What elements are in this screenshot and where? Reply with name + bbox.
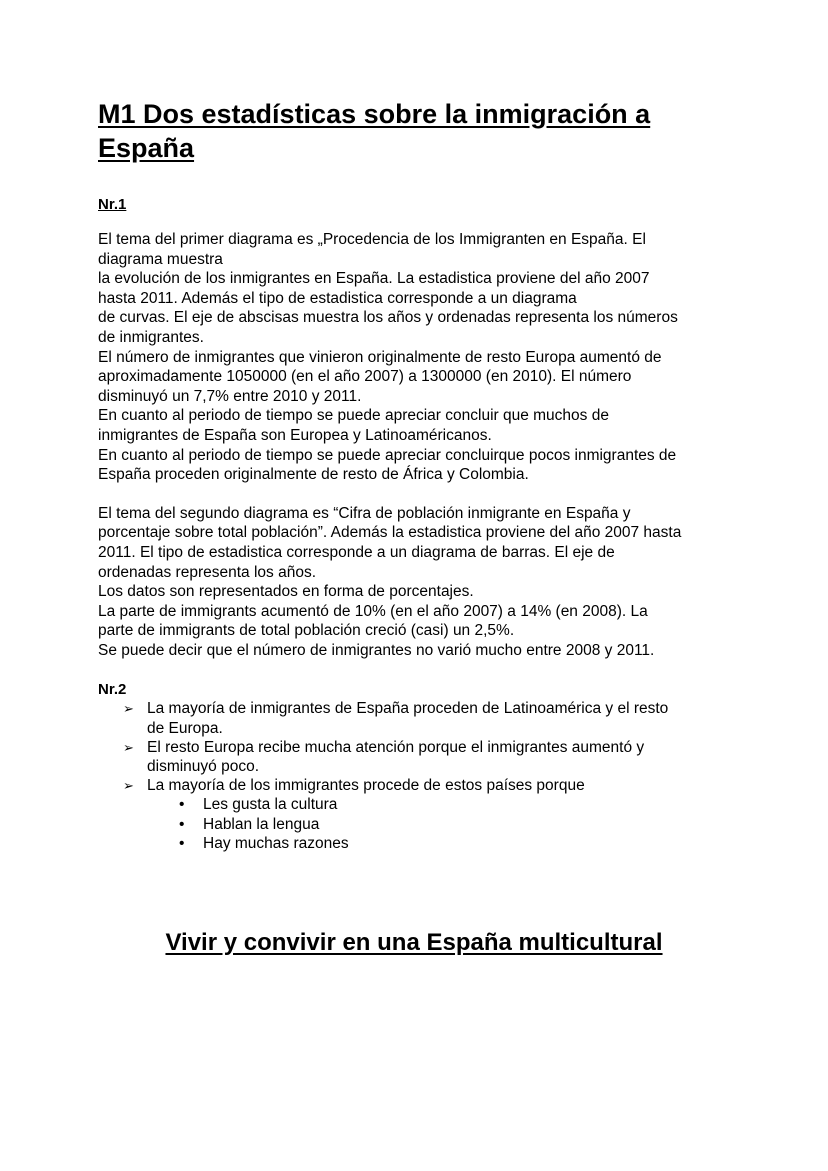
section-heading-multicultural: Vivir y convivir en una España multicultural: [165, 929, 663, 956]
bullet-dot-icon: •: [179, 834, 185, 852]
text-line: El resto Europa recibe mucha atención porque el inmigrantes aumentó y: [147, 738, 645, 756]
text-line: La mayoría de inmigrantes de España proceden de Latinoamérica y el resto: [147, 700, 669, 718]
text-line: aproximadamente 1050000 (en el año 2007) a 1300000 (en 2010). El número: [98, 368, 632, 386]
text-line: de curvas. El eje de abscisas muestra los años y ordenadas representa los números: [98, 309, 678, 327]
document-title: M1 Dos estadísticas sobre la inmigración a España: [98, 99, 651, 163]
text-line: parte de immigrants de total población creció (casi) un 2,5%.: [98, 622, 515, 640]
section-label-nr2: Nr.2: [98, 681, 127, 699]
paragraph-first-diagram: [98, 230, 738, 485]
bullet-dot-icon: •: [179, 796, 185, 814]
text-line: El tema del primer diagrama es „Procedencia de los Immigranten en España. El: [98, 231, 646, 248]
text-line: inmigrantes de España son Europea y Latinoaméricanos.: [98, 426, 492, 444]
text-line: disminuyó poco.: [147, 758, 260, 776]
text-line: Hablan la lengua: [203, 815, 320, 833]
text-line: de Europa.: [147, 719, 223, 737]
list-item: [147, 834, 738, 853]
text-line: de inmigrantes.: [98, 328, 204, 346]
section-label-nr1: Nr.1: [98, 196, 127, 213]
text-line: porcentaje sobre total población”. Además la estadistica proviene del año 2007 hasta: [98, 524, 682, 542]
text-line: ordenadas representa los años.: [98, 563, 317, 581]
arrow-bullet-icon: ➢: [123, 778, 134, 794]
conclusions-list: [98, 699, 738, 853]
text-line: El número de inmigrantes que vinieron originalmente de resto Europa aumentó de: [98, 348, 662, 366]
text-line: En cuanto al periodo de tiempo se puede apreciar concluir que muchos de: [98, 407, 609, 425]
text-line: diagrama muestra: [98, 250, 223, 268]
text-line: disminuyó un 7,7% entre 2010 y 2011.: [98, 387, 362, 405]
text-line: hasta 2011. Además el tipo de estadistica corresponde a un diagrama: [98, 289, 577, 307]
text-line: España proceden originalmente de resto de África y Colombia.: [98, 466, 529, 484]
text-line: Hay muchas razones: [203, 834, 349, 852]
arrow-bullet-icon: ➢: [123, 701, 134, 717]
bullet-dot-icon: •: [179, 815, 185, 833]
reasons-list: [147, 795, 738, 853]
text-line: 2011. El tipo de estadistica corresponde a un diagrama de barras. El eje de: [98, 543, 615, 561]
list-item: [98, 699, 738, 737]
text-line: La mayoría de los immigrantes procede de estos países porque: [147, 777, 585, 795]
text-line: Les gusta la cultura: [203, 796, 338, 814]
paragraph-second-diagram: [98, 504, 738, 661]
document-body: [98, 97, 738, 853]
text-line: la evolución de los inmigrantes en España. La estadistica proviene del año 2007: [98, 270, 650, 288]
list-item: [98, 776, 738, 853]
text-line: El tema del segundo diagrama es “Cifra de población inmigrante en España y: [98, 504, 631, 522]
list-item: [98, 738, 738, 776]
text-line: Los datos son representados en forma de porcentajes.: [98, 583, 474, 601]
arrow-bullet-icon: ➢: [123, 739, 134, 755]
text-line: La parte de immigrants acumentó de 10% (en el año 2007) a 14% (en 2008). La: [98, 602, 648, 620]
list-item: [147, 795, 738, 814]
list-item: [147, 815, 738, 834]
text-line: Se puede decir que el número de inmigrantes no varió mucho entre 2008 y 2011.: [98, 641, 655, 659]
text-line: En cuanto al periodo de tiempo se puede apreciar concluirque pocos inmigrantes de: [98, 446, 677, 464]
